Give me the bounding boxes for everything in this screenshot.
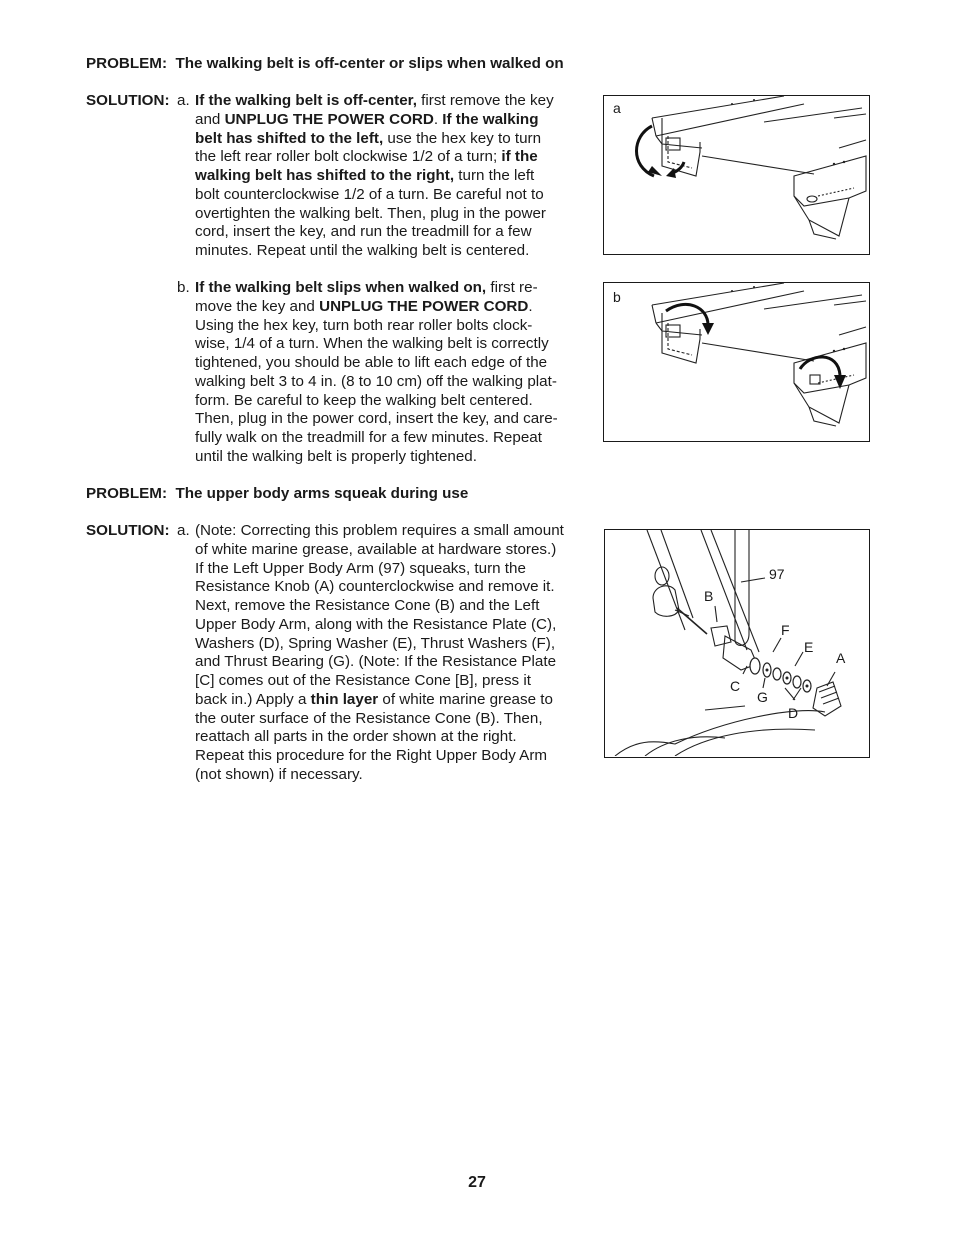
text-line (195, 728, 580, 747)
figure-b (603, 282, 870, 442)
text-run: bolt counterclockwise 1/2 of a turn. Be careful not to (195, 185, 544, 203)
text-line (195, 616, 580, 635)
text-run: walking belt 3 to 4 in. (8 to 10 cm) off the walking plat- (195, 372, 557, 390)
text-run: first remove the key (416, 92, 554, 109)
text-run: overtighten the walking belt. Then, plug in the power (195, 204, 546, 222)
bold-run: If the walking (442, 110, 539, 128)
text-run: cord, insert the key, and run the treadmill for a few (195, 223, 532, 241)
text-line (195, 429, 580, 448)
figure-b-label: b (613, 289, 621, 305)
text-run: form. Be careful to keep the walking belt centered. (195, 391, 533, 409)
bold-run: belt has shifted to the left, (195, 129, 384, 147)
solution-1-step-a-text (195, 92, 580, 261)
solution-1-label: SOLUTION: (86, 92, 170, 109)
bold-run: If the walking belt slips when walked on, (195, 279, 487, 296)
figure-c-label-e: E (804, 639, 814, 655)
text-line (195, 186, 580, 205)
figure-a (603, 95, 870, 255)
text-line (195, 672, 580, 691)
text-line (195, 298, 580, 317)
text-line (195, 766, 580, 785)
text-run: Washers (D), Spring Washer (E), Thrust Washers (F), (195, 634, 556, 652)
text-line (195, 92, 580, 111)
text-run: first re- (486, 279, 538, 296)
text-line (195, 597, 580, 616)
text-run: reattach all parts in the order shown at the right. (195, 728, 517, 746)
solution-2-label: SOLUTION: (86, 522, 170, 539)
text-run: Then, plug in the power cord, insert the key, and care- (195, 410, 558, 428)
text-run: turn the left (454, 167, 535, 184)
figure-c-label-c: C (730, 678, 741, 694)
page-number: 27 (468, 1174, 486, 1191)
text-run: [C] comes out of the Resistance Cone [B], press it (195, 672, 531, 689)
solution-2-step-a-text (195, 522, 580, 785)
figure-c-label-f: F (781, 622, 790, 638)
text-run: If the Left Upper Body Arm (97) squeaks, turn the (195, 559, 526, 577)
bold-run: walking belt has shifted to the right, (195, 167, 455, 184)
text-line (195, 279, 580, 298)
text-run: the left rear roller bolt clockwise 1/2 of a turn; (195, 148, 502, 166)
bold-run: If the walking belt is off-center, (195, 92, 417, 109)
text-run: tightened, you should be able to lift each edge of the (195, 354, 548, 371)
solution-1-step-b-letter: b. (177, 279, 190, 296)
text-run: use the hex key to turn (383, 129, 542, 147)
text-run: Resistance Knob (A) counterclockwise and remove it. (195, 578, 555, 596)
text-run: Upper Body Arm, along with the Resistance Plate (C), (195, 615, 557, 633)
text-run: and (195, 110, 225, 128)
text-line (195, 167, 580, 186)
solution-1-step-a-letter: a. (177, 92, 190, 109)
figure-c-label-g: G (757, 689, 768, 705)
text-run: (Note: Correcting this problem requires a small amount (195, 522, 564, 539)
text-line (195, 130, 580, 149)
text-line (195, 392, 580, 411)
figure-c-label-b: B (704, 588, 714, 604)
figure-c-label-d: D (788, 705, 799, 721)
text-line (195, 541, 580, 560)
text-run: of white marine grease, available at hardware stores.) (195, 540, 557, 558)
problem-2-heading: PROBLEM: The upper body arms squeak during use (86, 485, 469, 502)
text-line (195, 747, 580, 766)
text-line (195, 410, 580, 429)
text-line (195, 223, 580, 242)
figure-a-drawing (604, 96, 868, 253)
text-run: Repeat this procedure for the Right Upper Body Arm (195, 747, 548, 764)
text-run: (not shown) if necessary. (195, 765, 363, 783)
text-line (195, 205, 580, 224)
text-run: fully walk on the treadmill for a few minutes. Repeat (195, 429, 542, 446)
bold-run: if the (501, 148, 538, 166)
text-line (195, 522, 580, 541)
bold-run: UNPLUG THE POWER CORD (224, 110, 434, 128)
text-line (195, 560, 580, 579)
bold-run: thin layer (310, 690, 379, 708)
text-run: minutes. Repeat until the walking belt is centered. (195, 242, 530, 259)
text-line (195, 335, 580, 354)
text-line (195, 578, 580, 597)
figure-c-drawing (605, 530, 868, 756)
text-line (195, 111, 580, 130)
text-line (195, 653, 580, 672)
figure-b-drawing (604, 283, 868, 440)
text-run: . (528, 297, 533, 315)
text-line (195, 635, 580, 654)
text-run: and Thrust Bearing (G). (Note: If the Resistance Plate (195, 653, 557, 671)
text-line (195, 691, 580, 710)
text-line (195, 354, 580, 373)
text-run: Using the hex key, turn both rear roller bolts clock- (195, 316, 533, 334)
text-line (195, 710, 580, 729)
figure-c-label-97: 97 (769, 566, 785, 582)
text-run: move the key and (195, 297, 320, 315)
text-line (195, 448, 580, 467)
solution-1-step-b-text (195, 279, 580, 467)
text-run: until the walking belt is properly tightened. (195, 447, 477, 465)
text-run: wise, 1/4 of a turn. When the walking belt is correctly (195, 335, 549, 353)
text-run: of white marine grease to (378, 690, 553, 708)
text-run: Next, remove the Resistance Cone (B) and the Left (195, 597, 540, 614)
bold-run: UNPLUG THE POWER CORD (319, 297, 529, 315)
text-run: the outer surface of the Resistance Cone (B). Then, (195, 709, 543, 727)
text-line (195, 373, 580, 392)
text-run: back in.) Apply a (195, 690, 311, 708)
text-run: . (433, 110, 443, 128)
text-line (195, 242, 580, 261)
solution-2-step-a-letter: a. (177, 522, 190, 539)
text-line (195, 148, 580, 167)
figure-c (604, 529, 870, 758)
problem-1-heading: PROBLEM: The walking belt is off-center or slips when walked on (86, 55, 564, 72)
figure-c-label-a: A (836, 650, 846, 666)
figure-a-label: a (613, 100, 621, 116)
text-line (195, 317, 580, 336)
